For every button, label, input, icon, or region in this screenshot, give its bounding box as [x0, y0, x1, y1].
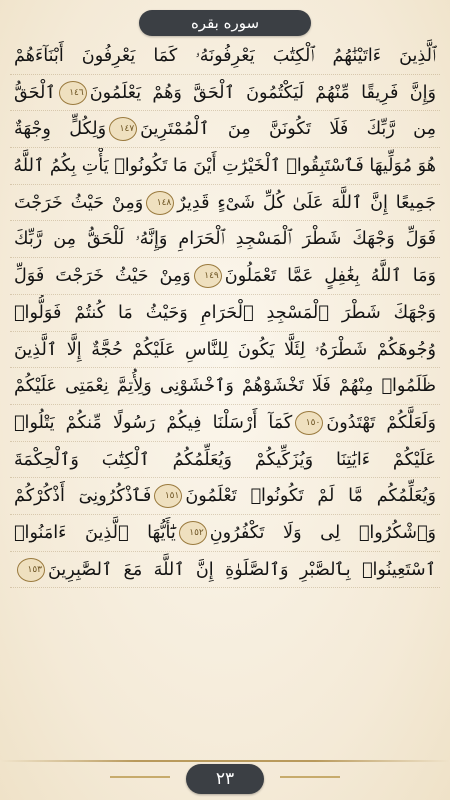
- verse-text: جَمِيعًا إِنَّ ٱللَّهَ عَلَىٰ كُلِّ شَىْءٍ قَدِيرٌ: [177, 192, 436, 213]
- verse-text: وَمِنْ حَيْثُ خَرَجْتَ فَوَلِّ: [14, 266, 191, 287]
- footer-divider: [0, 760, 450, 762]
- verse-line: [10, 221, 440, 258]
- verse-text: هُوَ مُوَلِّيهَا فَٱسْتَبِقُوا۟ ٱلْخَيْرَٰتِ أَيْنَ مَا تَكُونُوا۟ يَأْتِ بِكُمُ ٱللَّهُ: [13, 156, 436, 177]
- ayah-number-marker: ١٥٣: [17, 558, 45, 582]
- verse-text: وَمَا ٱللَّهُ بِغَٰفِلٍ عَمَّا تَعْمَلُونَ: [224, 266, 436, 287]
- verse-line: [10, 515, 440, 552]
- verse-line: [10, 148, 440, 185]
- ayah-number-marker: ١٤٩: [194, 264, 222, 288]
- verse-text: وَيُعَلِّمُكُم مَّا لَمْ تَكُونُوا۟ تَعْلَمُونَ: [185, 486, 436, 507]
- verse-line: [10, 38, 440, 75]
- verse-text: مِن رَّبِّكَ فَلَا تَكُونَنَّ مِنَ ٱلْمُمْتَرِينَ: [140, 119, 436, 140]
- verse-line: [10, 368, 440, 405]
- verse-text: وُجُوهَكُمْ شَطْرَهُۥ لِئَلَّا يَكُونَ لِلنَّاسِ عَلَيْكُمْ حُجَّةٌ إِلَّا ٱلَّذِينَ: [14, 339, 436, 360]
- verse-text: ٱلَّذِينَ ءَاتَيْنَٰهُمُ ٱلْكِتَٰبَ يَعْرِفُونَهُۥ كَمَا يَعْرِفُونَ أَبْنَآءَهُمْ: [14, 46, 436, 66]
- verse-line: [10, 405, 440, 442]
- verse-text: وَمِنْ حَيْثُ خَرَجْتَ: [14, 192, 144, 213]
- verse-text: ٱسْتَعِينُوا۟ بِٱلصَّبْرِ وَٱلصَّلَوٰةِ إِنَّ ٱللَّهَ مَعَ ٱلصَّٰبِرِينَ: [48, 559, 436, 580]
- verse-line: [10, 258, 440, 295]
- verse-text: كَمَآ أَرْسَلْنَا فِيكُمْ رَسُولًا مِّنكُمْ يَتْلُوا۟: [14, 412, 293, 433]
- verse-text: وَجْهَكَ شَطْرَ ٱلْمَسْجِدِ ٱلْحَرَامِ وَحَيْثُ مَا كُنتُمْ فَوَلُّوا۟: [14, 302, 436, 323]
- footer-ornament-left: [110, 776, 170, 778]
- verse-line: [10, 332, 440, 369]
- verse-text: يَٰٓأَيُّهَا ٱلَّذِينَ ءَامَنُوا۟: [14, 522, 176, 543]
- ayah-number-marker: ١٥١: [154, 484, 182, 508]
- verse-text: فَٱذْكُرُونِىٓ أَذْكُرْكُمْ: [14, 486, 152, 507]
- verse-line: [10, 478, 440, 515]
- verse-line: [10, 552, 440, 589]
- ayah-number-marker: ١٥٢: [179, 521, 207, 545]
- ayah-number-marker: ١٤٨: [146, 191, 174, 215]
- page-number: ٢٣: [186, 764, 264, 794]
- verse-lines: [10, 38, 440, 588]
- verse-text: وَلِكُلٍّ وِجْهَةٌ: [14, 119, 107, 140]
- ayah-number-marker: ١٥٠: [295, 411, 323, 435]
- verse-text: عَلَيْكُمْ ءَايَٰتِنَا وَيُزَكِّيكُمْ وَيُعَلِّمُكُمُ ٱلْكِتَٰبَ وَٱلْحِكْمَةَ: [14, 449, 436, 470]
- footer-ornament-right: [280, 776, 340, 778]
- verse-text: ظَلَمُوا۟ مِنْهُمْ فَلَا تَخْشَوْهُمْ وَٱخْشَوْنِى وَلِأُتِمَّ نِعْمَتِى عَلَيْكُمْ: [14, 376, 436, 397]
- verse-line: [10, 111, 440, 148]
- header: [0, 0, 450, 42]
- surah-title: سوره بقره: [139, 10, 311, 36]
- verse-text: فَوَلِّ وَجْهَكَ شَطْرَ ٱلْمَسْجِدِ ٱلْحَرَامِ وَإِنَّهُۥ لَلْحَقُّ مِن رَّبِّكَ: [14, 229, 436, 250]
- verse-line: [10, 75, 440, 112]
- ayah-number-marker: ١٤٦: [59, 81, 87, 105]
- verse-text: وَإِنَّ فَرِيقًا مِّنْهُمْ لَيَكْتُمُونَ ٱلْحَقَّ وَهُمْ يَعْلَمُونَ: [89, 82, 436, 103]
- verse-line: [10, 442, 440, 479]
- verse-line: [10, 295, 440, 332]
- ayah-number-marker: ١٤٧: [109, 117, 137, 141]
- verse-text: وَٱشْكُرُوا۟ لِى وَلَا تَكْفُرُونِ: [209, 522, 436, 543]
- verse-line: [10, 185, 440, 222]
- verse-text: وَلَعَلَّكُمْ تَهْتَدُونَ: [326, 412, 436, 433]
- verse-text: ٱلْحَقُّ: [14, 82, 56, 103]
